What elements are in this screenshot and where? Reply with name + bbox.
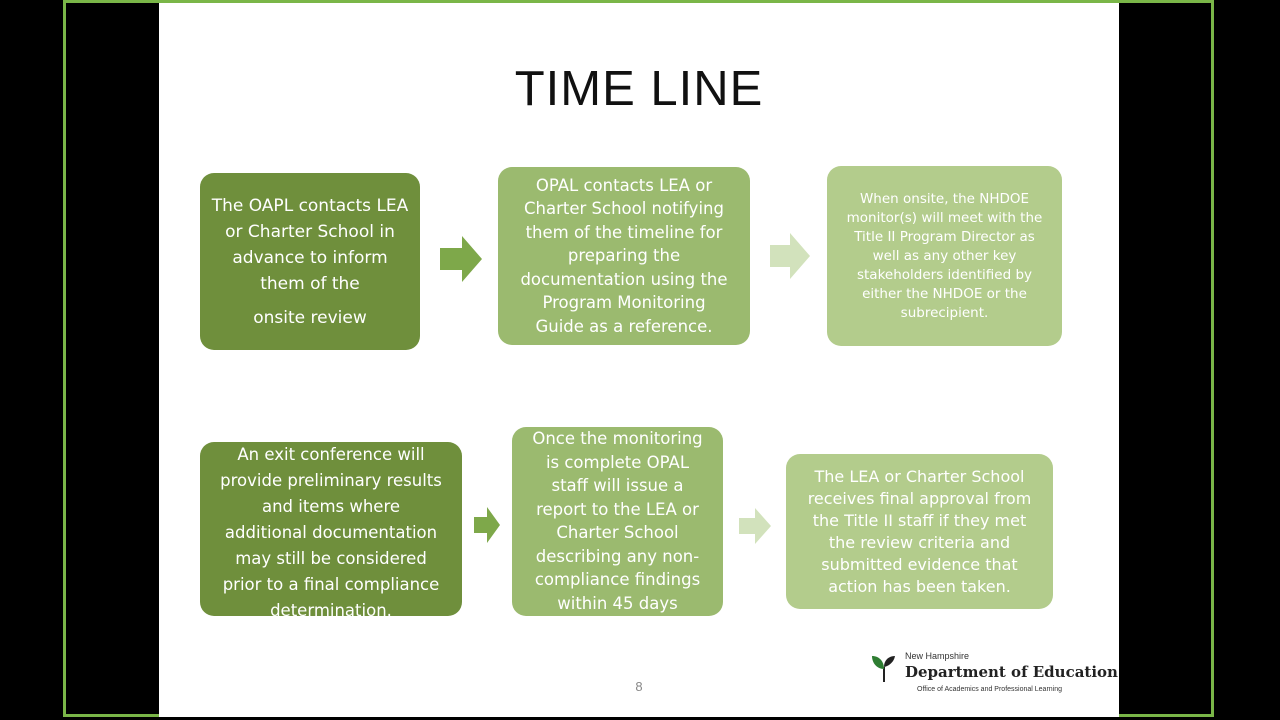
- step-4-line: prior to a final compliance: [222, 575, 440, 594]
- step-2-line: them of the timeline for: [525, 222, 723, 242]
- step-2-box: [498, 167, 750, 345]
- logo-state: New Hampshire: [905, 651, 970, 661]
- step-4-line: and items where: [261, 497, 401, 516]
- step-4-line: may still be considered: [235, 549, 427, 568]
- step-5-line: staff will issue a: [551, 476, 684, 495]
- step-6-line: action has been taken.: [828, 576, 1011, 596]
- step-6-line: the review criteria and: [828, 532, 1011, 552]
- sprout-icon: [871, 653, 897, 683]
- step-5-box: [512, 427, 723, 616]
- step-1-line: onsite review: [253, 307, 367, 328]
- step-2-line: OPAL contacts LEA or: [535, 175, 713, 195]
- step-3-line: subrecipient.: [900, 304, 989, 321]
- step-4-line: provide preliminary results: [220, 471, 442, 490]
- step-3-line: Title II Program Director as: [854, 228, 1035, 245]
- step-6-line: The LEA or Charter School: [814, 466, 1025, 486]
- slide: [159, 3, 1119, 717]
- step-3-line: either the NHDOE or the: [862, 285, 1027, 302]
- slide-title: TIME LINE: [514, 62, 764, 116]
- arrow-3-icon: [474, 507, 500, 543]
- step-3-line: monitor(s) will meet with the: [846, 209, 1043, 226]
- logo-office: Office of Academics and Professional Learning: [917, 686, 1063, 693]
- step-5-line: compliance findings: [534, 570, 701, 589]
- step-6-line: the Title II staff if they met: [812, 510, 1027, 530]
- step-5-line: is complete OPAL: [545, 452, 690, 472]
- step-3-line: When onsite, the NHDOE: [859, 190, 1030, 207]
- step-2-line: Program Monitoring: [542, 293, 706, 313]
- step-3-line: well as any other key: [872, 247, 1017, 264]
- step-4-line: additional documentation: [224, 523, 438, 542]
- step-5-line: Charter School: [556, 523, 679, 542]
- arrow-4-icon: [739, 508, 771, 544]
- step-1-line: or Charter School in: [225, 221, 395, 242]
- step-2-line: preparing the: [567, 246, 681, 266]
- step-3-box: [827, 166, 1062, 346]
- step-2-line: Guide as a reference.: [535, 316, 713, 336]
- step-4-line: An exit conference will: [237, 445, 425, 464]
- step-6-box: [786, 454, 1053, 609]
- nhdoe-logo: [871, 651, 1118, 701]
- step-5-line: Once the monitoring: [532, 429, 703, 448]
- step-1-line: advance to inform: [232, 247, 388, 268]
- step-1-box: [200, 173, 420, 350]
- step-6-line: submitted evidence that: [821, 554, 1018, 574]
- page-number: 8: [635, 679, 643, 694]
- step-5-line: within 45 days: [557, 593, 678, 613]
- step-2-line: documentation using the: [520, 269, 728, 289]
- step-3-line: stakeholders identified by: [856, 266, 1032, 283]
- arrow-1-icon: [440, 236, 482, 282]
- step-5-line: describing any non-: [535, 546, 700, 566]
- logo-department: Department of Education: [905, 663, 1118, 681]
- step-1-line: The OAPL contacts LEA: [211, 195, 409, 216]
- step-4-line: determination.: [270, 601, 392, 620]
- arrow-2-icon: [770, 233, 810, 279]
- step-2-line: Charter School notifying: [524, 199, 724, 219]
- step-5-line: report to the LEA or: [536, 499, 699, 519]
- step-1-line: them of the: [260, 273, 360, 294]
- step-6-line: receives final approval from: [807, 488, 1032, 508]
- step-4-box: [200, 442, 462, 620]
